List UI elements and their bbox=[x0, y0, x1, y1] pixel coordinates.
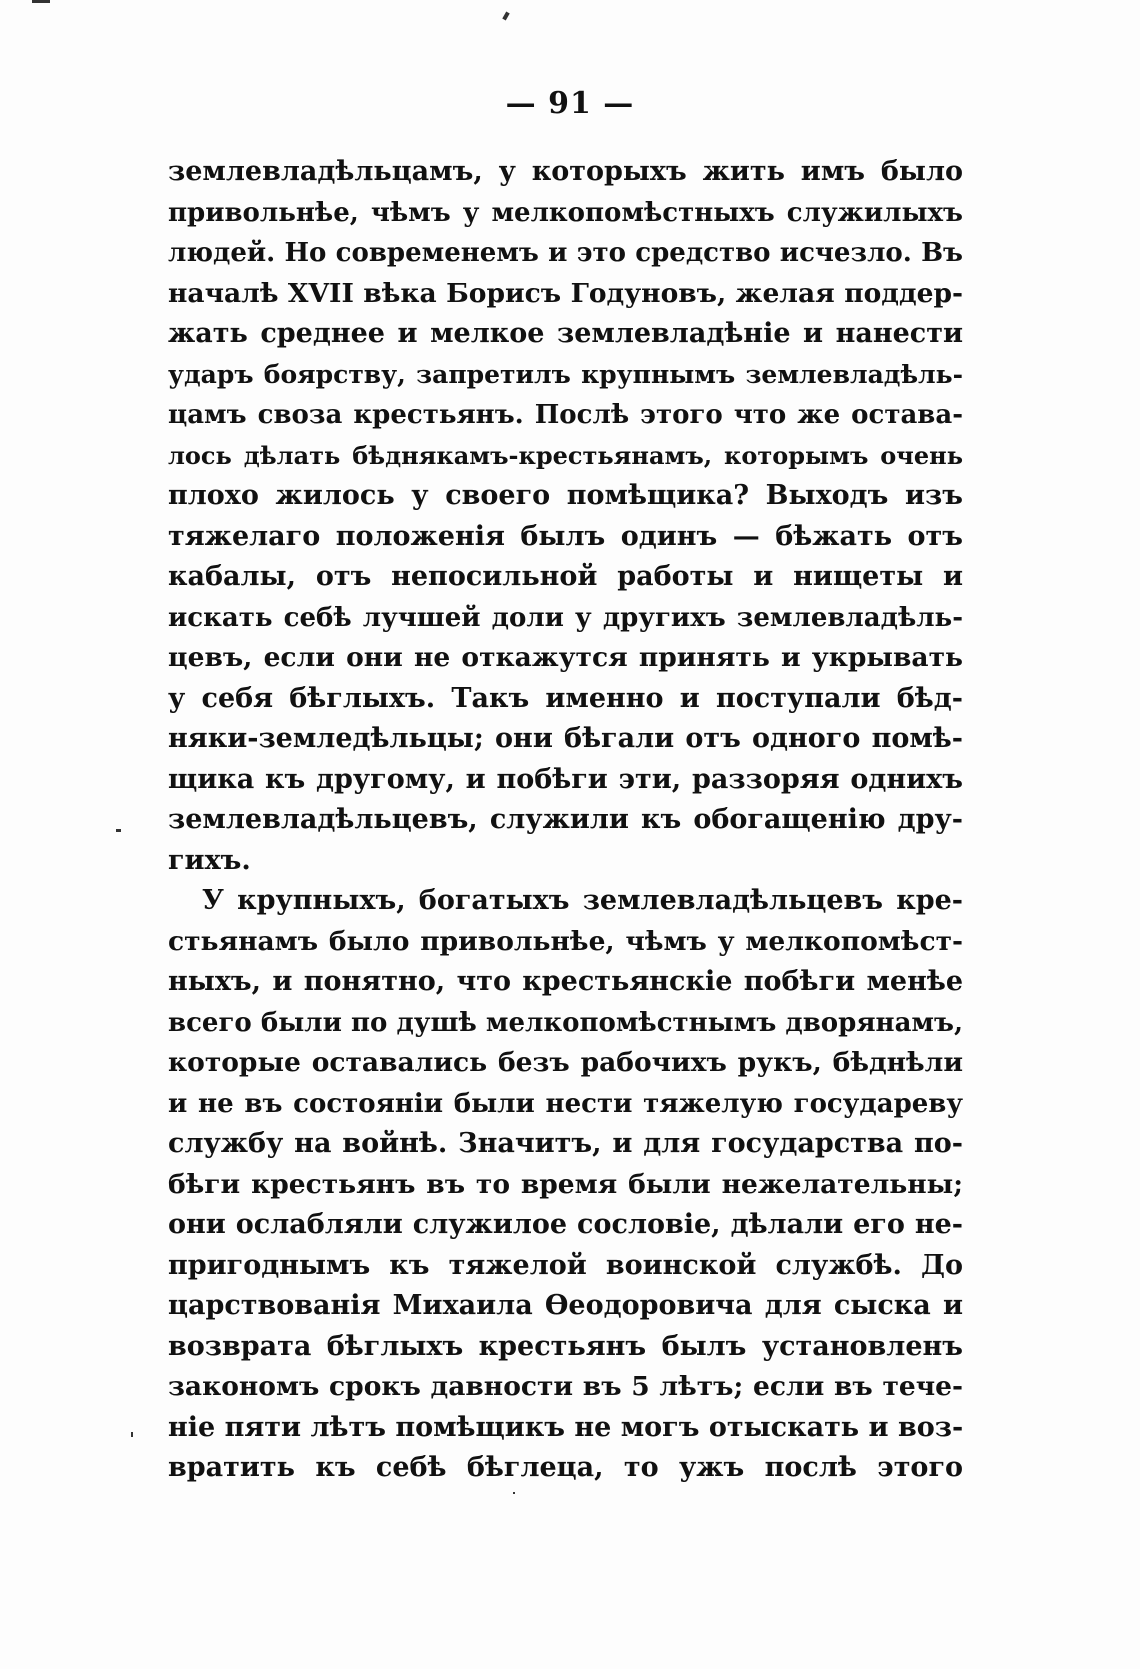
text-line: ударъ боярству, запретилъ крупнымъ землевладѣль- bbox=[168, 359, 963, 389]
text-line: няки-земледѣльцы; они бѣгали отъ одного помѣ- bbox=[168, 723, 963, 754]
text-line: людей. Но современемъ и это средство исчезло. Въ bbox=[168, 238, 963, 268]
text-line: началѣ XVII вѣка Борисъ Годуновъ, желая поддер- bbox=[168, 277, 963, 309]
text-line: кабалы, отъ непосильной работы и нищеты и bbox=[168, 561, 963, 592]
paragraph bbox=[168, 152, 963, 881]
text-line: У крупныхъ, богатыхъ землевладѣльцевъ кре- bbox=[202, 885, 963, 916]
text-line: и не въ состояніи были нести тяжелую государеву bbox=[168, 1088, 963, 1119]
text-line: гихъ. bbox=[168, 844, 251, 876]
text-line: землевладѣльцевъ, служили къ обогащенію дру- bbox=[168, 804, 963, 835]
scan-speck bbox=[513, 1492, 515, 1494]
text-line: закономъ срокъ давности въ 5 лѣтъ; если въ тече- bbox=[168, 1371, 963, 1402]
text-line: бѣги крестьянъ въ то время были нежелательны; bbox=[168, 1168, 963, 1200]
text-line: тяжелаго положенія былъ одинъ — бѣжать отъ bbox=[168, 520, 963, 552]
scan-speck bbox=[502, 12, 509, 21]
text-line: всего были по душѣ мелкопомѣстнымъ дворянамъ, bbox=[168, 1007, 963, 1038]
scan-speck bbox=[131, 1432, 133, 1437]
text-line: возврата бѣглыхъ крестьянъ былъ установленъ bbox=[168, 1330, 963, 1362]
text-line: цевъ, если они не откажутся принять и укрывать bbox=[168, 642, 963, 673]
text-line: ныхъ, и понятно, что крестьянскіе побѣги менѣе bbox=[168, 966, 963, 997]
text-line: искать себѣ лучшей доли у другихъ землевладѣль- bbox=[168, 602, 963, 633]
text-line: привольнѣе, чѣмъ у мелкопомѣстныхъ служилыхъ bbox=[168, 197, 963, 228]
scan-speck bbox=[116, 829, 121, 832]
text-line: цамъ своза крестьянъ. Послѣ этого что же остава- bbox=[168, 400, 963, 430]
text-line: пригоднымъ къ тяжелой воинской службѣ. До bbox=[168, 1249, 963, 1281]
body-text bbox=[168, 152, 963, 1489]
page-number: — 91 — bbox=[505, 86, 635, 121]
text-line: царствованія Михаила Ѳеодоровича для сыска и bbox=[168, 1290, 963, 1321]
text-line: они ослабляли служилое сословіе, дѣлали его не- bbox=[168, 1209, 963, 1240]
text-line: жать среднее и мелкое землевладѣніе и нанести bbox=[168, 318, 963, 349]
paragraph bbox=[168, 881, 963, 1489]
text-line: землевладѣльцамъ, у которыхъ жить имъ было bbox=[168, 156, 963, 187]
text-line: службу на войнѣ. Значитъ, и для государства по- bbox=[168, 1128, 963, 1159]
text-line: вратить къ себѣ бѣглеца, то ужъ послѣ этого bbox=[168, 1452, 963, 1483]
scan-speck bbox=[32, 0, 50, 3]
text-line: у себя бѣглыхъ. Такъ именно и поступали бѣд- bbox=[168, 682, 963, 714]
text-line: ніе пяти лѣтъ помѣщикъ не могъ отыскать и воз- bbox=[168, 1411, 964, 1443]
text-line: щика къ другому, и побѣги эти, раззоряя однихъ bbox=[168, 763, 963, 795]
text-line: плохо жилось у своего помѣщика? Выходъ изъ bbox=[168, 480, 963, 511]
text-line: стьянамъ было привольнѣе, чѣмъ у мелкопомѣст- bbox=[168, 925, 963, 957]
text-line: лось дѣлать бѣднякамъ-крестьянамъ, которымъ очень bbox=[168, 440, 963, 470]
text-line: которые оставались безъ рабочихъ рукъ, бѣднѣли bbox=[168, 1047, 963, 1078]
